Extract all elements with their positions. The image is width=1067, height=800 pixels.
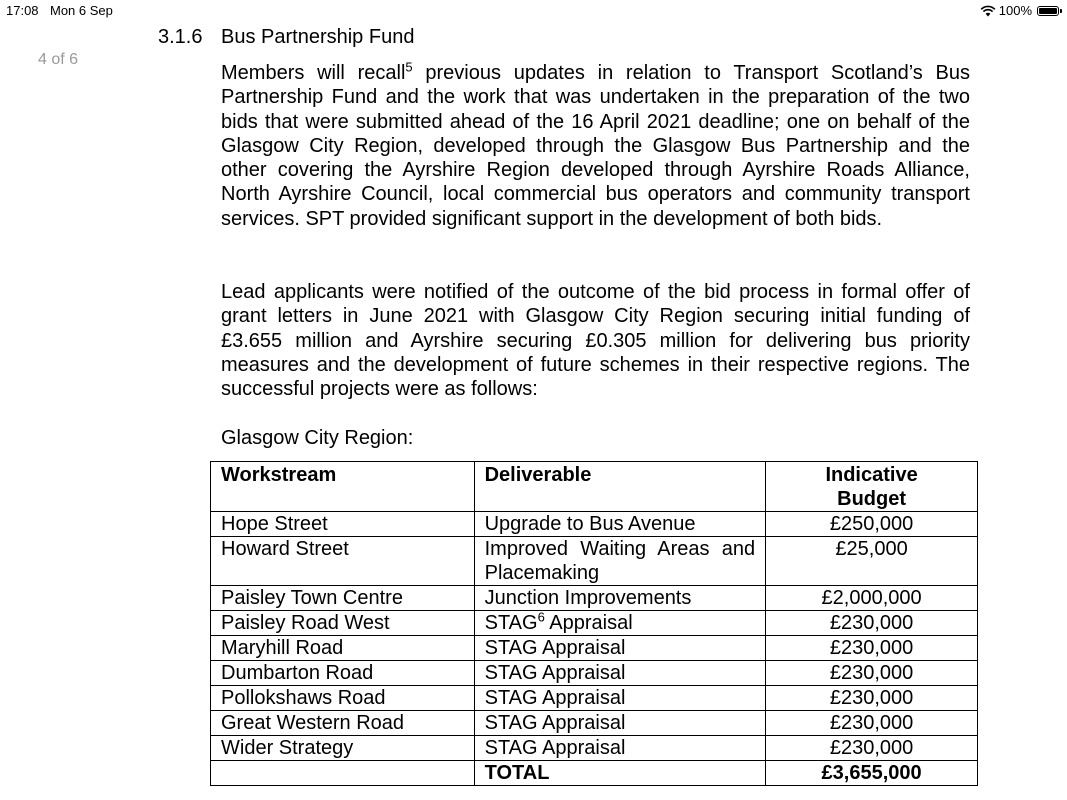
budget-table <box>210 461 978 786</box>
wifi-icon <box>980 5 996 17</box>
status-bar <box>0 0 1067 20</box>
status-indicators <box>980 3 1059 18</box>
cell-budget: £25,000 <box>766 537 978 586</box>
cell-deliverable: Upgrade to Bus Avenue <box>474 512 766 537</box>
table-row <box>211 537 978 586</box>
paragraph-text-rest: previous updates in relation to Transport Scotland’s Bus Partnership Fund and the work that was undertaken in the preparation of the two bids that were submitted ahead of the 16 April 2021 deadline; one on behalf of the Glasgow City Region, developed through the Glasgow Bus Partnership and the other covering the Ayrshire Region developed through Ayrshire Roads Alliance, North Ayrshire Council, local commercial bus operators and community transport services. SPT provided significant support in the development of both bids. <box>221 62 971 230</box>
cell-workstream: Howard Street <box>211 537 475 586</box>
cell-workstream: Paisley Road West <box>211 611 475 636</box>
table-header-row <box>211 462 978 512</box>
cell-budget: £230,000 <box>766 711 978 736</box>
cell-budget: £230,000 <box>766 661 978 686</box>
table-row <box>211 736 978 761</box>
cell-workstream: Dumbarton Road <box>211 661 475 686</box>
cell-workstream: Great Western Road <box>211 711 475 736</box>
cell-deliverable: STAG Appraisal <box>474 711 766 736</box>
battery-icon <box>1037 6 1059 16</box>
page-indicator: 4 of 6 <box>38 51 79 68</box>
footnote-ref-5: 5 <box>405 59 413 75</box>
status-time: 17:08 <box>6 3 39 18</box>
cell-deliverable: STAG Appraisal <box>474 686 766 711</box>
header-deliverable: Deliverable <box>474 462 766 512</box>
cell-budget: £250,000 <box>766 512 978 537</box>
paragraph-bid-updates <box>221 61 970 231</box>
cell-workstream: Hope Street <box>211 512 475 537</box>
table-row <box>211 611 978 636</box>
total-label: TOTAL <box>474 761 766 786</box>
cell-workstream: Wider Strategy <box>211 736 475 761</box>
cell-deliverable <box>474 611 766 636</box>
cell-budget: £230,000 <box>766 611 978 636</box>
section-number: 3.1.6 <box>158 26 203 48</box>
paragraph-text-start: Members will recall <box>221 62 406 84</box>
table-total-row <box>211 761 978 786</box>
table-row <box>211 711 978 736</box>
cell-budget: £230,000 <box>766 736 978 761</box>
table-row <box>211 512 978 537</box>
cell-deliverable: STAG Appraisal <box>474 736 766 761</box>
header-workstream: Workstream <box>211 462 475 512</box>
total-value: £3,655,000 <box>766 761 978 786</box>
cell-workstream: Maryhill Road <box>211 636 475 661</box>
battery-percent: 100% <box>998 3 1032 18</box>
region-label: Glasgow City Region: <box>221 427 414 449</box>
deliverable-text-rest: Appraisal <box>544 612 633 634</box>
cell-deliverable: STAG Appraisal <box>474 636 766 661</box>
cell-deliverable: STAG Appraisal <box>474 661 766 686</box>
cell-workstream: Paisley Town Centre <box>211 586 475 611</box>
paragraph-grant-outcome: Lead applicants were notified of the outcome of the bid process in formal offer of grant letters in June 2021 with Glasgow City Region securing initial funding of £3.655 million and Ayrshire securing £0.305 million for delivering bus priority measures and the development of future schemes in their respective regions. The successful projects were as follows: <box>221 281 970 401</box>
cell-empty <box>211 761 475 786</box>
cell-budget: £2,000,000 <box>766 586 978 611</box>
status-date: Mon 6 Sep <box>50 3 113 18</box>
deliverable-text: STAG <box>484 612 538 634</box>
cell-deliverable: Improved Waiting Areas and Placemaking <box>474 537 766 586</box>
cell-deliverable: Junction Improvements <box>474 586 766 611</box>
table-row <box>211 586 978 611</box>
footnote-ref-6: 6 <box>537 609 545 625</box>
cell-budget: £230,000 <box>766 636 978 661</box>
header-budget: Indicative Budget <box>766 462 978 512</box>
cell-workstream: Pollokshaws Road <box>211 686 475 711</box>
table-row <box>211 661 978 686</box>
section-title: Bus Partnership Fund <box>221 26 415 48</box>
table-row <box>211 636 978 661</box>
cell-budget: £230,000 <box>766 686 978 711</box>
table-row <box>211 686 978 711</box>
